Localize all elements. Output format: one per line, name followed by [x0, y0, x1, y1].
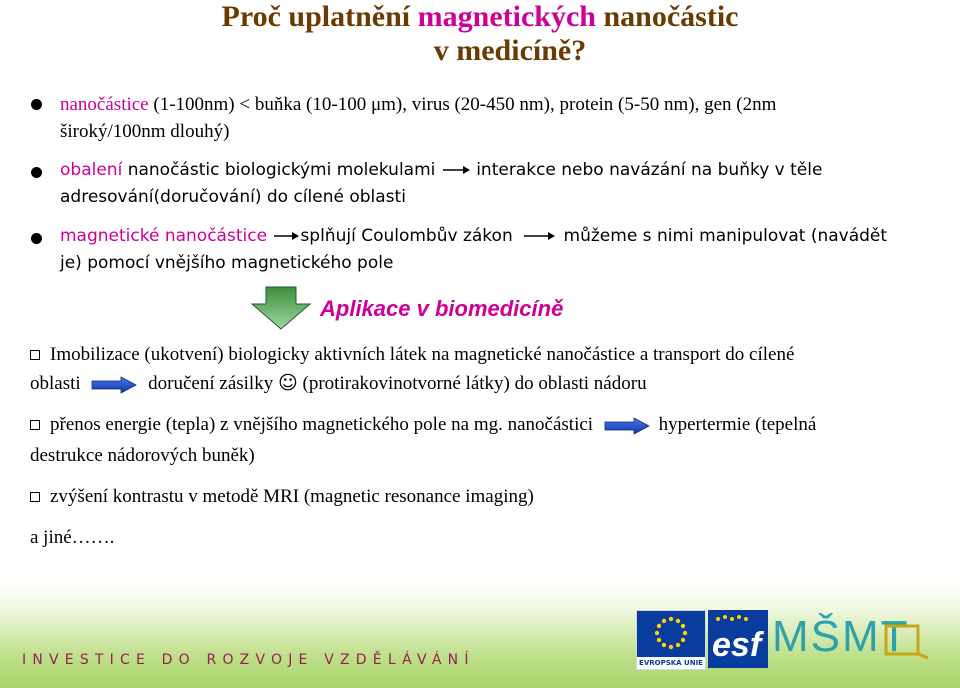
app-item-3: zvýšení kontrastu v metodě MRI (magnetic resonance imaging) [50, 486, 534, 507]
page-title [0, 0, 960, 68]
applications-heading: Aplikace v biomedicíně [320, 296, 564, 321]
bullet-1-line-2: široký/100nm dlouhý) [60, 121, 230, 142]
esf-logo [708, 610, 768, 668]
title-part-3: nanočástic [603, 0, 739, 33]
eu-stars-icon [637, 611, 705, 657]
title-line-1 [0, 0, 960, 34]
msmt-label: MŠMT [772, 612, 910, 661]
bullet-3-line-2: je) pomocí vnějšího magnetického pole [60, 253, 394, 273]
bullet-3-result: můžeme s nimi manipulovat (navádět [563, 226, 888, 246]
eu-flag-logo [636, 610, 706, 670]
app-item-2-line-2: destrukce nádorových buněk) [30, 445, 255, 466]
app-item-2-text: přenos energie (tepla) z vnějšího magnetického pole na mg. nanočástici [50, 414, 594, 435]
smiley-icon: ☺ [277, 372, 298, 394]
bullet-3-highlight: magnetické nanočástice [60, 226, 268, 246]
bullet-2-result: interakce nebo navázání na buňky v těle [476, 160, 823, 180]
bullet-2-text: nanočástic biologickými molekulami [122, 160, 436, 180]
square-bullet-icon [30, 492, 40, 502]
esf-label: esf [712, 626, 762, 664]
app-item-1-line-2 [30, 371, 647, 396]
msmt-logo [772, 608, 932, 670]
bullet-1-highlight: nanočástice [60, 94, 149, 115]
title-part-1: Proč uplatnění [221, 0, 411, 33]
bullet-dot-1 [31, 99, 42, 110]
app-item-2 [50, 413, 816, 437]
arrow-right-icon [272, 230, 300, 242]
app-item-2-result: hypertermie (tepelná [658, 414, 817, 435]
app-item-1-word: oblasti [30, 373, 81, 394]
square-bullet-icon [30, 350, 40, 360]
app-item-1: Imobilizace (ukotvení) biologicky aktivních látek na magnetické nanočástice a transport do cílené [50, 344, 795, 365]
title-line-2: v medicíně? [433, 34, 587, 67]
bullet-1 [60, 93, 940, 117]
bullet-3 [60, 226, 887, 246]
bullet-2 [60, 160, 822, 180]
bullet-dot-3 [31, 233, 42, 244]
msmt-frame-icon [882, 622, 930, 660]
eu-label: EVROPSKÁ UNIE [637, 657, 705, 669]
blue-arrow-icon [604, 417, 650, 435]
square-bullet-icon [30, 420, 40, 430]
arrow-right-icon [518, 230, 558, 242]
and-others: a jiné……. [30, 527, 115, 548]
bullet-2-highlight: obalení [60, 160, 123, 180]
title-highlight: magnetických [417, 0, 596, 33]
bullet-2-line-2: adresování(doručování) do cílené oblasti [60, 187, 406, 207]
bullet-1-text: (1-100nm) < buňka (10-100 μm), virus (20-450 nm), protein (5-50 nm), gen (2nm [148, 94, 777, 115]
arrow-right-icon [441, 164, 471, 176]
bullet-3-mid: splňují Coulombův zákon [300, 226, 513, 246]
bullet-dot-2 [31, 167, 42, 178]
down-arrow-icon [250, 286, 312, 330]
app-item-1-target: (protirakovinotvorné látky) do oblasti nádoru [302, 373, 647, 394]
footer-slogan: INVESTICE DO ROZVOJE VZDĚLÁVÁNÍ [22, 652, 475, 668]
blue-arrow-icon [91, 376, 137, 394]
app-item-1-delivery: doručení zásilky [148, 373, 274, 394]
